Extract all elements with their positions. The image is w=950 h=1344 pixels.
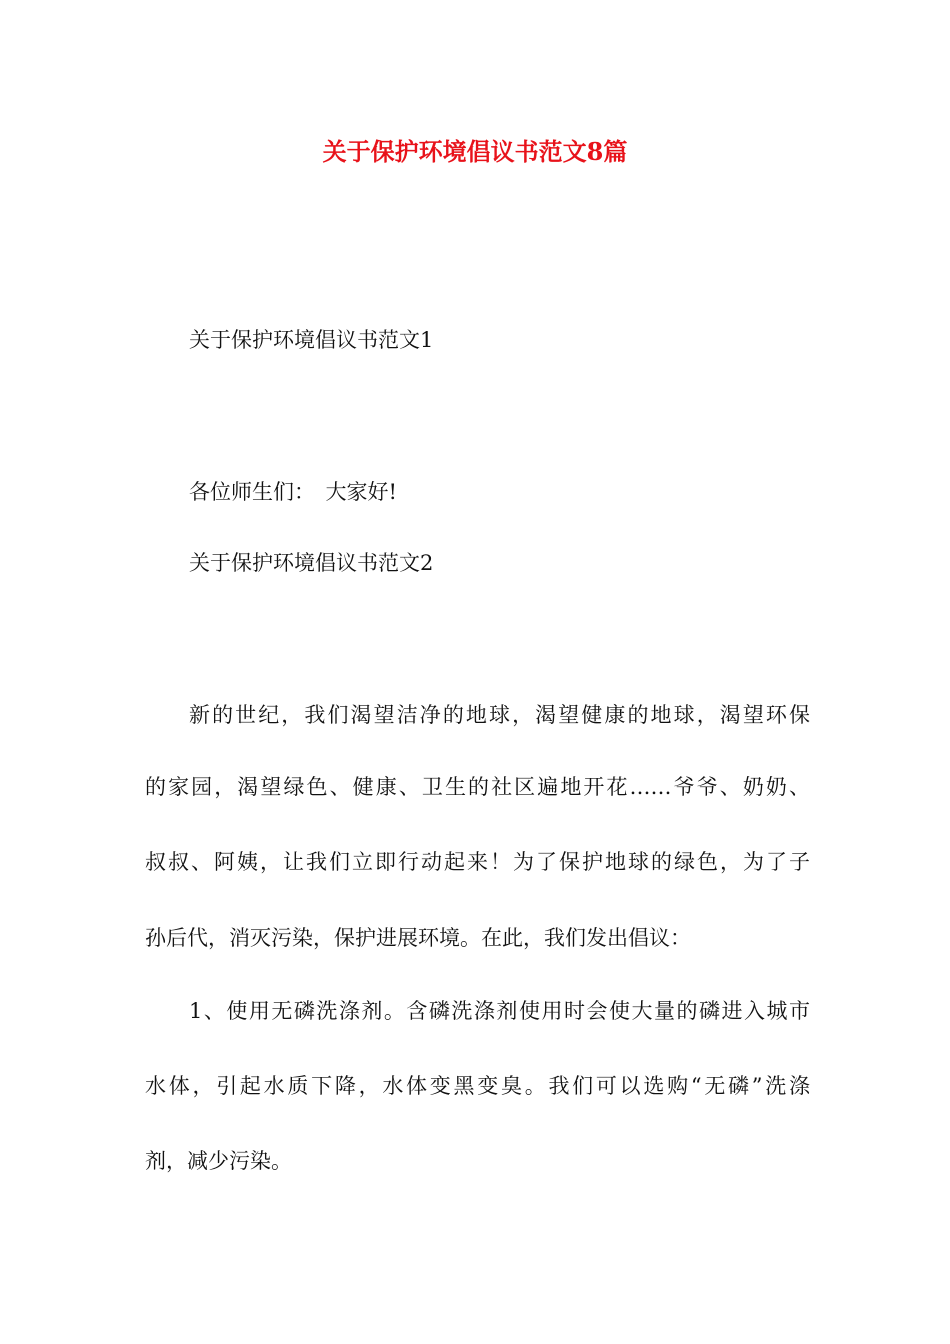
section-heading-2: 关于保护环境倡议书范文2 bbox=[189, 551, 434, 575]
body-line: 新的世纪，我们渴望洁净的地球，渴望健康的地球，渴望环保 bbox=[189, 703, 810, 727]
body-line: 剂，减少污染。 bbox=[145, 1149, 292, 1173]
greeting-line: 各位师生们： 大家好! bbox=[189, 480, 397, 504]
section-heading-1: 关于保护环境倡议书范文1 bbox=[189, 328, 434, 352]
body-line: 水体，引起水质下降，水体变黑变臭。我们可以选购“无磷”洗涤 bbox=[145, 1074, 810, 1098]
body-line: 叔叔、阿姨，让我们立即行动起来！为了保护地球的绿色，为了子 bbox=[145, 850, 810, 874]
body-line: 的家园，渴望绿色、健康、卫生的社区遍地开花……爷爷、奶奶、 bbox=[145, 775, 810, 799]
body-line: 1、使用无磷洗涤剂。含磷洗涤剂使用时会使大量的磷进入城市 bbox=[189, 999, 810, 1023]
body-line: 孙后代，消灭污染，保护进展环境。在此，我们发出倡议： bbox=[145, 926, 691, 950]
document-title: 关于保护环境倡议书范文8篇 bbox=[322, 137, 628, 166]
